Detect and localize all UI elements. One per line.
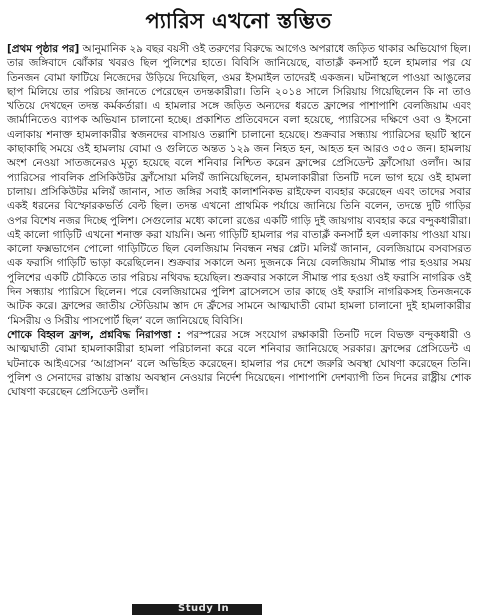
section-subheading: শোকে বিহ্বল ফ্রান্স, প্রশ্নবিদ্ধ নিরাপত্তা :	[7, 328, 182, 341]
article-sub-section	[7, 328, 471, 399]
section-paragraph-text: পরস্পরের সঙ্গে সংযোগ রক্ষাকারী তিনটি দলে বিভক্ত বন্দুকধারী ও আত্মঘাতী বোমা হামলাকারীরা হামলা পরিচালনা করে বলে শনিবার জানিয়েছে সরকার। ফ্রান্সের প্রেসিডেন্ট এ ঘটনাকে আইএসের ‘আগ্রাসন’ বলে অভিহিত করেছেন। হামলার পর দেশে জরুরি অবস্থা ঘোষণা করেছেন তিনি। পুলিশ ও সেনাদের রাস্তায় রাস্তায় অবস্থান নেওয়ার নির্দেশ দিয়েছেন। পাশাপাশি দেশব্যাপী তিন দিনের রাষ্ট্রীয় শোক ঘোষণা করেছেন প্রেসিডেন্ট ওলাঁদ।	[7, 328, 472, 399]
article-body	[7, 42, 471, 399]
footer-advertisement-strip	[132, 604, 262, 615]
article-paragraph-text: আনুমানিক ২৯ বছর বয়সী ওই তরুণের বিরুদ্ধে আগেও অপরাধে জড়িত থাকার অভিযোগ ছিল। তার জঙ্গিবাদে ঝোঁকার খবরও ছিল পুলিশের হাতে। বিবিসি জানিয়েছে, বাতাক্লঁ কনসার্ট হলে হামলার পর যে তিনজন বোমা ফাটিয়ে নিজেদের উড়িয়ে দিয়েছিল, ওমর ইসমাইল তাদেরই একজন। ঘটনাস্থলে পাওয়া আঙুলের ছাপ মিলিয়ে তার পরিচয় জানতে পেরেছেন তদন্তকারীরা। তিনি ২০১৪ সালে সিরিয়ায় গিয়েছিলেন কি না তাও খতিয়ে দেখছেন তদন্ত কর্মকর্তারা। এ হামলার সঙ্গে জড়িত অন্যদের ধরতে ফ্রান্সের পাশাপাশি বেলজিয়াম এবং জার্মানিতেও ব্যাপক অভিযান চালানো হচ্ছে। প্রকাশিত প্রতিবেদনে বলা হয়েছে, প্যারিসের দক্ষিণে ওবা ও ইসনো এলাকায় শনাক্ত হামলাকারীর স্বজনদের বাসায়ও তল্লাশি চালানো হয়েছে। শুক্রবার সন্ধ্যায় প্যারিসের ছয়টি স্থানে কাছাকাছি সময়ে ওই হামলায় বোমা ও গুলিতে অন্তত ১২৯ জন নিহত হন, আহত হন আরও ৩৫০ জন। হামলায় অংশ নেওয়া সাতজনেরও মৃত্যু হয়েছে বলে শনিবার নিশ্চিত করেন ফ্রান্সের প্রেসিডেন্ট ফ্রাঁসোয়া ওলাঁদ। আর প্যারিসের পাবলিক প্রসিকিউটর ফ্রাঁসোয়া মলিয়ঁ জানিয়েছিলেন, হামলাকারীরা তিনটি দলে ভাগ হয়ে ওই হামলা চালায়। প্রসিকিউটর মলিয়ঁ জানান, সাত জঙ্গির সবাই কালাশনিকভ রাইফেল ব্যবহার করেছেন এবং তাদের সবার একই ধরনের বিস্ফোরকভর্তি বেল্ট ছিল। তদন্ত এখনো প্রাথমিক পর্যায়ে জানিয়ে তিনি বলেন, তদন্তে দুটি গাড়ির ওপর বিশেষ নজর দিচ্ছে পুলিশ। সেগুলোর মধ্যে কালো রঙের একটি গাড়ি দুই জায়গায় ব্যবহার করে বন্দুকধারীরা। এই কালো গাড়িটি এখনো শনাক্ত করা যায়নি। অন্য গাড়িটি হামলার পর বাতাক্লঁ কনসার্ট হল এলাকায় পাওয়া যায়। কালো ফক্সভাগেন পোলো গাড়িটিতে ছিল বেলজিয়াম নিবন্ধন নম্বর প্লেট। মলিয়ঁ জানান, বেলজিয়ামে বসবাসরত এক ফরাসি গাড়িটি ভাড়া করেছিলেন। শুক্রবার সকালে অন্য দুজনকে নিয়ে বেলজিয়াম সীমান্ত পার হওয়ার সময় পুলিশের একটি চৌকিতে তার পরিচয় নথিবদ্ধ হয়েছিল। শুক্রবার সকালে সীমান্ত পার হওয়া ওই ফরাসি নাগরিক ওই দিন সন্ধ্যায় প্যারিসে ছিলেন। পরে বেলজিয়ামের পুলিশ ব্রাসেলসে তার কাছে ওই ফরাসি নাগরিকসহ তিনজনকে আটক করে। ফ্রান্সের জাতীয় স্টেডিয়াম স্তাদ দে ফ্রঁসের সামনে আত্মঘাতী বোমা হামলা চালানো দুই হামলাকারীর ‘মিসরীয় ও সিরীয় পাসপোর্ট ছিল’ বলে জানিয়েছে বিবিসি।	[7, 43, 471, 327]
article-headline: প্যারিস এখনো স্তম্ভিত	[145, 9, 332, 33]
article-first-paragraph	[7, 42, 471, 328]
footer-strip-text: Study In	[178, 604, 230, 614]
continuation-label: [প্রথম পৃষ্ঠার পর]	[7, 43, 80, 55]
